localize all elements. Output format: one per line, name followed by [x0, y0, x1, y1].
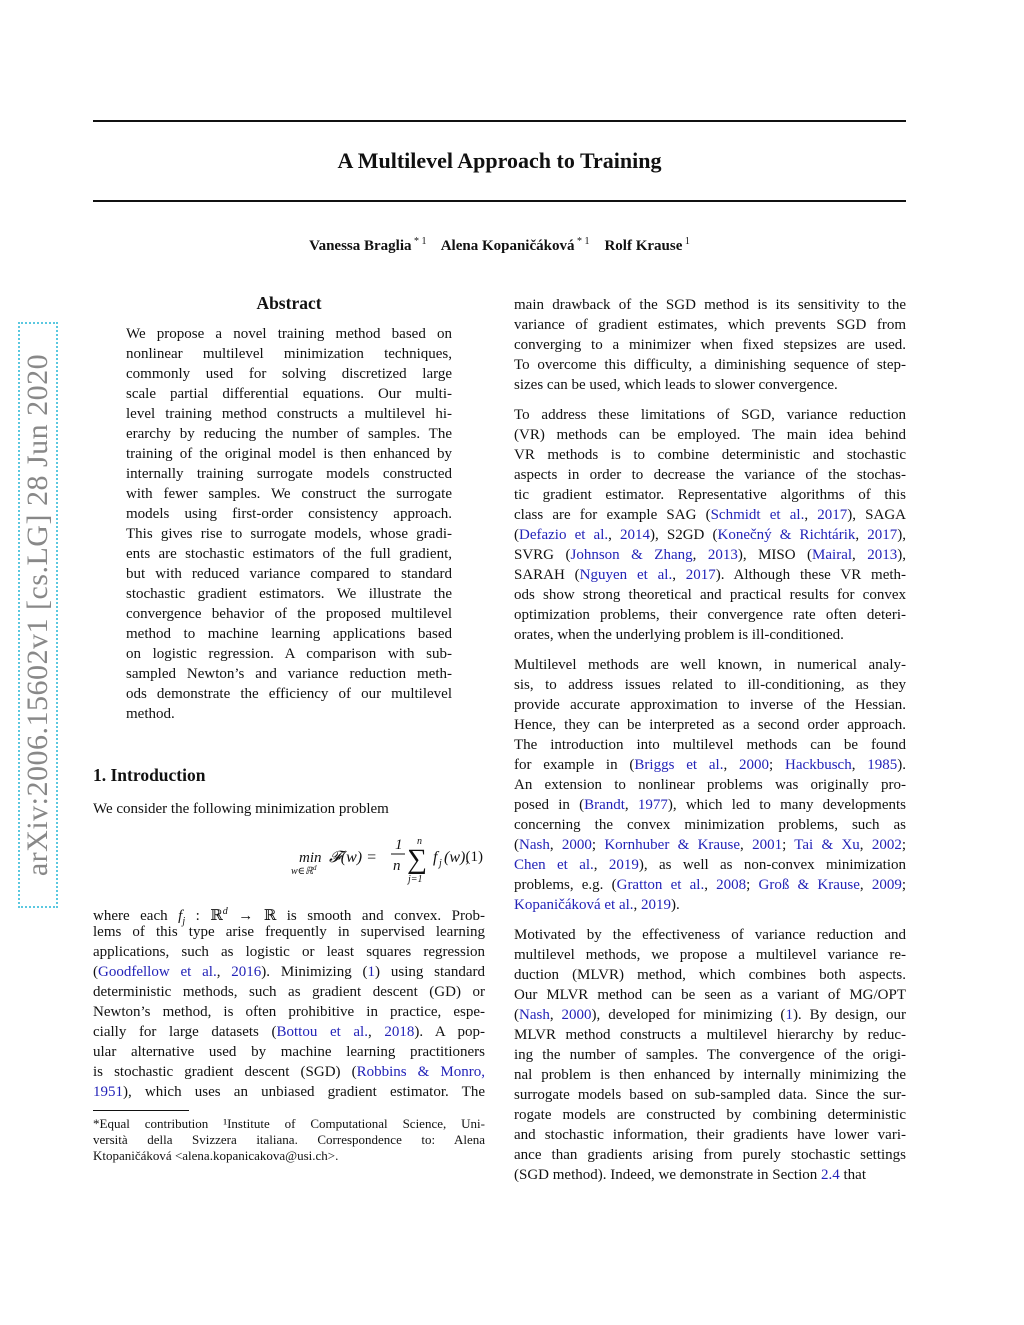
- citation-link[interactable]: Hackbusch: [785, 757, 852, 773]
- text-run: SVRG (: [514, 547, 571, 563]
- text-line: [514, 315, 906, 335]
- text-run: multilevel methods, we propose a multilevel variance re-: [514, 947, 906, 963]
- text-run: ,: [608, 527, 620, 543]
- text-line: [514, 1085, 906, 1105]
- text-line: scale partial differential equations. Our multi-: [126, 386, 452, 402]
- text-run: converging to a minimizer when fixed stepsizes are used.: [514, 337, 906, 353]
- citation-link[interactable]: 2000: [561, 1007, 592, 1023]
- citation-link[interactable]: 1985: [867, 757, 898, 773]
- citation-link[interactable]: 1951: [93, 1084, 123, 1100]
- svg-text:f: f: [433, 849, 438, 866]
- text-line: [93, 1042, 485, 1062]
- svg-text:n: n: [417, 836, 422, 847]
- text-line: [514, 525, 906, 545]
- text-run: ), S2GD (: [650, 527, 718, 543]
- text-run: (VR) methods can be employed. The main idea behind: [514, 427, 906, 443]
- text-run: ), which uses an unbiased gradient estimator. The: [123, 1084, 485, 1100]
- citation-link[interactable]: 2000: [739, 757, 770, 773]
- footnote-line: *Equal contribution ¹Institute of Computational Science, Uni-: [93, 1116, 485, 1131]
- top-rule: [93, 120, 906, 122]
- author-name: Alena Kopaničáková: [440, 238, 575, 254]
- citation-link[interactable]: 2013: [707, 547, 738, 563]
- text-run: ), developed for minimizing (: [591, 1007, 786, 1023]
- svg-text:𝓕(w) =: 𝓕(w) =: [329, 849, 377, 866]
- citation-link[interactable]: 2000: [561, 837, 592, 853]
- text-line: [514, 1005, 906, 1025]
- text-run: ing the number of samples. The convergence of the origi-: [514, 1047, 906, 1063]
- text-run: cially for large datasets (: [93, 1024, 277, 1040]
- text-line: [514, 735, 906, 755]
- citation-link[interactable]: Goodfellow et al.: [98, 964, 217, 980]
- text-run: (: [514, 1007, 519, 1023]
- text-run: class are for example SAG (: [514, 507, 711, 523]
- citation-link[interactable]: Schmidt et al.: [710, 507, 805, 523]
- text-run: ,: [804, 507, 818, 523]
- abstract-heading: Abstract: [256, 293, 322, 313]
- text-line: [514, 1045, 906, 1065]
- text-line: models using first-order consistency approach.: [126, 506, 452, 522]
- text-line: [514, 715, 906, 735]
- text-run: ,: [593, 857, 609, 873]
- text-run: ,: [855, 527, 868, 543]
- text-line: [514, 565, 906, 585]
- svg-text:j: j: [439, 858, 442, 869]
- text-line: method to machine learning applications based: [126, 626, 452, 642]
- citation-link[interactable]: 2008: [716, 877, 747, 893]
- citation-link[interactable]: Defazio et al.: [519, 527, 609, 543]
- text-run: ). Minimizing (: [261, 964, 368, 980]
- text-line: [514, 335, 906, 355]
- text-line: [93, 1022, 485, 1042]
- author-affil: * 1: [574, 236, 590, 247]
- text-run: ,: [633, 897, 642, 913]
- citation-link[interactable]: 1: [367, 964, 376, 980]
- text-line: convergence behavior of the proposed multilevel: [126, 606, 452, 622]
- citation-link[interactable]: 2019: [641, 897, 672, 913]
- text-run: ;: [769, 757, 786, 773]
- text-line: [514, 1065, 906, 1085]
- citation-link[interactable]: Tai & Xu: [794, 837, 860, 853]
- right-column-body: [514, 295, 906, 1185]
- text-run: for example in (: [514, 757, 635, 773]
- footnote-line: Ktopaničáková <alena.kopanicakova@usi.ch>.: [93, 1148, 339, 1163]
- intro-paragraph: [93, 902, 485, 1102]
- text-line: [514, 545, 906, 565]
- text-run: ,: [859, 837, 872, 853]
- text-run: provide accurate approximation to inverse of the Hessian.: [514, 697, 906, 713]
- text-run: posed in (: [514, 797, 585, 813]
- text-run: ,: [692, 547, 708, 563]
- svg-text:1: 1: [395, 837, 403, 853]
- author-affil: * 1: [411, 236, 427, 247]
- footnote-line: versità della Svizzera italiana. Correspondence to: Alena: [93, 1132, 485, 1147]
- text-line: [514, 445, 906, 465]
- text-run: ). Although these VR meth-: [715, 567, 907, 583]
- paragraph-gap: [514, 915, 906, 925]
- text-line: [514, 835, 906, 855]
- section-heading-introduction: 1. Introduction: [93, 765, 206, 785]
- text-line: [93, 902, 485, 927]
- text-run: ,: [704, 877, 717, 893]
- text-line: commonly used for solving discretized large: [126, 366, 452, 382]
- svg-text:∑: ∑: [407, 844, 427, 875]
- text-run: aspects in order to decrease the variance of the stochas-: [514, 467, 906, 483]
- text-line: [514, 755, 906, 775]
- text-line: [514, 655, 906, 675]
- text-line: [93, 962, 485, 982]
- text-run: ),: [897, 547, 907, 563]
- text-run: → ℝ is smooth and convex. Prob-: [227, 908, 485, 924]
- citation-link[interactable]: 2017: [685, 567, 716, 583]
- citation-link[interactable]: 2017: [867, 527, 898, 543]
- math-subscript: j: [182, 916, 186, 927]
- text-line: with fewer samples. We construct the surrogate: [126, 486, 452, 502]
- paragraph-gap: [514, 395, 906, 405]
- text-run: applications, such as logistic or least squares regression: [93, 944, 485, 960]
- text-line: stochastic gradient estimators. We illustrate the: [126, 586, 452, 602]
- text-line: [514, 1165, 906, 1185]
- text-run: ), MISO (: [737, 547, 813, 563]
- text-run: rogate models are constructed by combining deterministic: [514, 1107, 906, 1123]
- text-run: Newton’s method, is often prohibitive in practice, espe-: [93, 1004, 485, 1020]
- text-run: optimization problems, their convergence rate often deteri-: [514, 607, 906, 623]
- citation-link[interactable]: Chen et al.: [514, 857, 594, 873]
- text-line: [93, 922, 485, 942]
- text-line: [514, 1105, 906, 1125]
- text-run: VR methods is to combine deterministic and stochastic: [514, 447, 906, 463]
- text-line: This gives rise to surrogate models, whose gradi-: [126, 526, 452, 542]
- text-run: ods show strong theoretical and practical results for convex: [514, 587, 906, 603]
- text-line: [514, 425, 906, 445]
- paragraph-gap: [514, 645, 906, 655]
- citation-link[interactable]: Gratton et al.: [616, 877, 705, 893]
- text-run: ).: [671, 897, 680, 913]
- text-run: ;: [901, 837, 907, 853]
- citation-link[interactable]: 2002: [871, 837, 902, 853]
- text-run: ).: [897, 757, 907, 773]
- math-symbol: f: [178, 908, 183, 924]
- footnote-rule: [93, 1110, 189, 1111]
- author-name: Vanessa Braglia: [309, 238, 412, 254]
- text-line: [514, 855, 906, 875]
- text-line: [514, 605, 906, 625]
- citation-link[interactable]: Kopaničáková et al.: [514, 897, 634, 913]
- citation-link[interactable]: Konečný & Richtárik: [717, 527, 856, 543]
- text-line: [514, 1025, 906, 1045]
- text-line: nonlinear multilevel minimization techniques,: [126, 346, 452, 362]
- text-line: [514, 505, 906, 525]
- text-run: (: [514, 527, 519, 543]
- text-run: problems, e.g. (: [514, 877, 617, 893]
- text-line: level training method constructs a multilevel hi-: [126, 406, 452, 422]
- text-run: nal problem is then enhanced by internally minimizing the: [514, 1067, 906, 1083]
- citation-link[interactable]: 1977: [637, 797, 668, 813]
- text-line: [93, 1062, 485, 1082]
- text-run: concerning the convex minimization problems, such as: [514, 817, 906, 833]
- intro-lead-text: We consider the following minimization problem: [93, 801, 389, 817]
- text-run: Hence, they can be interpreted as a second order approach.: [514, 717, 906, 733]
- text-run: ). By design, our: [792, 1007, 906, 1023]
- citation-link[interactable]: Nash: [519, 1007, 550, 1023]
- citation-link[interactable]: Briggs et al.: [634, 757, 724, 773]
- text-line: [93, 942, 485, 962]
- citation-link[interactable]: 2.4: [821, 1167, 840, 1183]
- text-line: [514, 895, 906, 915]
- equation-number: (1): [465, 849, 483, 865]
- svg-text:d: d: [313, 864, 317, 872]
- text-run: sizes can be used, which leads to slower convergence.: [514, 377, 838, 393]
- text-line: [514, 695, 906, 715]
- text-line: erarchy by reducing the number of samples. The: [126, 426, 452, 442]
- text-run: ),: [897, 527, 907, 543]
- text-line: [514, 985, 906, 1005]
- text-line: on logistic regression. A comparison with sub-: [126, 646, 452, 662]
- svg-text:j=1: j=1: [408, 874, 423, 885]
- text-run: and stochastic information, their gradients have lower vari-: [514, 1127, 906, 1143]
- text-run: Motivated by the effectiveness of variance reduction and: [514, 927, 906, 943]
- text-run: ,: [549, 837, 562, 853]
- svg-text:w∈ℝ: w∈ℝ: [291, 866, 313, 877]
- text-line: [514, 295, 906, 315]
- text-run: deterministic methods, such as gradient descent (GD) or: [93, 984, 485, 1000]
- citation-link[interactable]: Brandt: [584, 797, 625, 813]
- text-line: [514, 485, 906, 505]
- citation-link[interactable]: Nguyen et al.: [579, 567, 673, 583]
- text-run: ,: [367, 1024, 385, 1040]
- svg-text:(w),: (w),: [444, 849, 470, 866]
- text-run: ,: [672, 567, 686, 583]
- abstract-body: [126, 324, 452, 724]
- text-run: ;: [901, 877, 907, 893]
- text-run: To overcome this difficulty, a diminishing sequence of step-: [514, 357, 906, 373]
- paper-title: A Multilevel Approach to Training: [337, 148, 662, 173]
- svg-text:min: min: [299, 850, 322, 866]
- author-affil: 1: [682, 236, 690, 247]
- text-run: main drawback of the SGD method is its sensitivity to the: [514, 297, 906, 313]
- text-line: [514, 815, 906, 835]
- arxiv-stamp-text: arXiv:2006.15602v1 [cs.LG] 28 Jun 2020: [21, 353, 54, 877]
- text-line: [514, 965, 906, 985]
- text-run: ) using standard: [375, 964, 485, 980]
- text-run: ). A pop-: [414, 1024, 486, 1040]
- text-run: Our MLVR method can be seen as a variant of MG/OPT: [514, 987, 906, 1003]
- text-run: ,: [723, 757, 740, 773]
- footnote: [93, 1116, 485, 1164]
- text-run: surrogate models based on sub-sampled data. Since the sur-: [514, 1087, 906, 1103]
- text-line: [514, 585, 906, 605]
- text-run: ,: [624, 797, 638, 813]
- math-superscript: d: [222, 906, 228, 917]
- text-run: sis, to address issues related to ill-conditioning, as they: [514, 677, 906, 693]
- text-run: tic gradient estimator. Representative algorithms of this: [514, 487, 906, 503]
- text-line: [514, 875, 906, 895]
- citation-link[interactable]: 1: [785, 1007, 793, 1023]
- citation-link[interactable]: Kornhuber & Krause: [604, 837, 741, 853]
- text-line: [514, 465, 906, 485]
- citation-link[interactable]: 2016: [231, 964, 262, 980]
- text-run: The introduction into multilevel methods can be found: [514, 737, 906, 753]
- citation-link[interactable]: Mairal: [812, 547, 853, 563]
- text-line: We propose a novel training method based on: [126, 326, 452, 342]
- text-line: [93, 1002, 485, 1022]
- text-run: ,: [859, 877, 872, 893]
- text-run: ;: [591, 837, 605, 853]
- text-line: ents are stochastic estimators of the full gradient,: [126, 546, 452, 562]
- text-run: ,: [549, 1007, 562, 1023]
- text-run: MLVR method constructs a multilevel hierarchy by reduc-: [514, 1027, 906, 1043]
- text-run: ,: [852, 547, 868, 563]
- text-run: ), SAGA: [847, 507, 906, 523]
- text-run: (SGD method). Indeed, we demonstrate in Section: [514, 1167, 822, 1183]
- author-name: Rolf Krause: [604, 238, 683, 254]
- citation-link[interactable]: 2013: [867, 547, 898, 563]
- text-run: orates, when the underlying problem is ill-conditioned.: [514, 627, 844, 643]
- text-run: Multilevel methods are well known, in numerical analy-: [514, 657, 906, 673]
- text-line: [514, 775, 906, 795]
- citation-link[interactable]: Robbins & Monro,: [356, 1064, 485, 1080]
- citation-link[interactable]: 2017: [817, 507, 848, 523]
- text-line: [514, 1125, 906, 1145]
- text-run: An extension to nonlinear problems was originally pro-: [514, 777, 906, 793]
- text-line: [514, 925, 906, 945]
- text-run: SARAH (: [514, 567, 580, 583]
- svg-text:n: n: [393, 858, 401, 874]
- text-line: [514, 355, 906, 375]
- text-line: [514, 1145, 906, 1165]
- text-run: ;: [782, 837, 795, 853]
- text-line: method.: [126, 706, 175, 722]
- text-run: (: [93, 964, 98, 980]
- text-line: but with reduced variance compared to standard: [126, 566, 452, 582]
- text-run: : ℝ: [185, 908, 223, 924]
- text-run: ,: [851, 757, 868, 773]
- text-run: ance than gradients arising from purely stochastic settings: [514, 1147, 906, 1163]
- title-bottom-rule: [93, 200, 906, 202]
- text-run: ), as well as non-convex minimization: [638, 857, 907, 873]
- text-run: duction (MLVR) method, which combines both aspects.: [514, 967, 906, 983]
- text-run: ;: [746, 877, 759, 893]
- citation-link[interactable]: 2009: [871, 877, 902, 893]
- text-line: sampled Newton’s and variance reduction meth-: [126, 666, 452, 682]
- citation-link[interactable]: 2018: [384, 1024, 415, 1040]
- text-line: [514, 625, 906, 645]
- text-line: training of the original model is then enhanced by: [126, 446, 452, 462]
- text-run: ), which led to many developments: [667, 797, 906, 813]
- citation-link[interactable]: Bottou et al.: [276, 1024, 368, 1040]
- text-line: [514, 375, 906, 395]
- text-run: (: [514, 837, 519, 853]
- text-line: internally training surrogate models constructed: [126, 466, 452, 482]
- text-line: [514, 675, 906, 695]
- equation-formula: [291, 836, 481, 886]
- text-run: where each: [93, 908, 179, 924]
- text-run: ular alternative used by machine learning practitioners: [93, 1044, 485, 1060]
- text-line: [93, 1082, 485, 1102]
- text-line: [93, 982, 485, 1002]
- citation-link[interactable]: Groß & Krause: [758, 877, 860, 893]
- text-line: [514, 945, 906, 965]
- text-line: [514, 795, 906, 815]
- citation-link[interactable]: 2001: [752, 837, 783, 853]
- citation-link[interactable]: Johnson & Zhang: [570, 547, 693, 563]
- text-run: lems of this type arise frequently in supervised learning: [93, 924, 485, 940]
- text-run: ,: [740, 837, 753, 853]
- text-run: To address these limitations of SGD, variance reduction: [514, 407, 906, 423]
- text-run: ,: [216, 964, 232, 980]
- equation-1: [93, 836, 485, 886]
- arxiv-stamp[interactable]: [18, 322, 58, 908]
- text-run: that: [839, 1167, 867, 1183]
- citation-link[interactable]: Nash: [519, 837, 550, 853]
- text-run: variance of gradient estimates, which prevents SGD from: [514, 317, 906, 333]
- citation-link[interactable]: 2019: [608, 857, 639, 873]
- author-list: [93, 236, 906, 255]
- citation-link[interactable]: 2014: [620, 527, 650, 543]
- text-line: ods demonstrate the efficiency of our multilevel: [126, 686, 452, 702]
- text-run: is stochastic gradient descent (SGD) (: [93, 1064, 357, 1080]
- text-line: [514, 405, 906, 425]
